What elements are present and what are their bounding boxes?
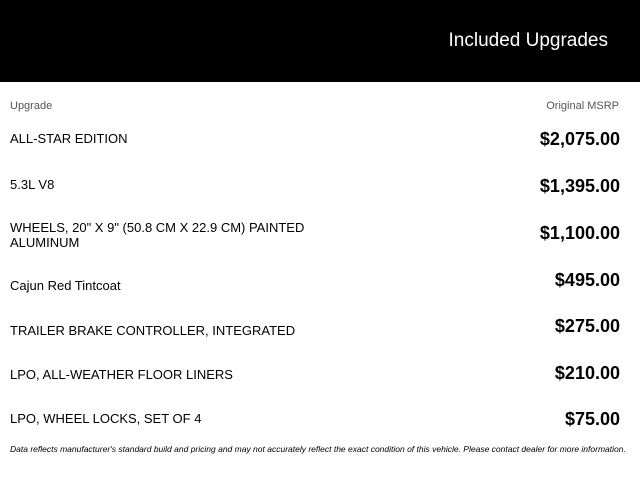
column-header-upgrade: Upgrade [10,100,53,112]
upgrade-price: $2,075.00 [539,129,620,149]
disclaimer-text: Data reflects manufacturer's standard build and pricing and may not accurately reflect the exact condition of this vehicle. Please contact dealer for more information. [10,444,626,454]
upgrade-name: TRAILER BRAKE CONTROLLER, INTEGRATED [10,323,296,338]
upgrade-price: $75.00 [564,409,620,429]
upgrade-price: $1,395.00 [539,176,620,196]
upgrade-price: $495.00 [554,270,620,290]
upgrade-name: ALL-STAR EDITION [10,131,128,146]
upgrade-name: LPO, WHEEL LOCKS, SET OF 4 [10,411,202,426]
upgrade-price: $1,100.00 [539,223,620,243]
upgrade-name: Cajun Red Tintcoat [10,278,121,293]
page-title: Included Upgrades [448,30,608,51]
upgrade-price: $210.00 [554,363,620,383]
upgrade-price: $275.00 [554,316,620,336]
column-header-msrp: Original MSRP [546,100,619,112]
upgrade-name: 5.3L V8 [10,177,55,192]
upgrade-name: WHEELS, 20" X 9" (50.8 CM X 22.9 CM) PAINTED ALUMINUM [10,220,305,250]
upgrade-name: LPO, ALL-WEATHER FLOOR LINERS [10,367,233,382]
header-bar [0,0,640,82]
